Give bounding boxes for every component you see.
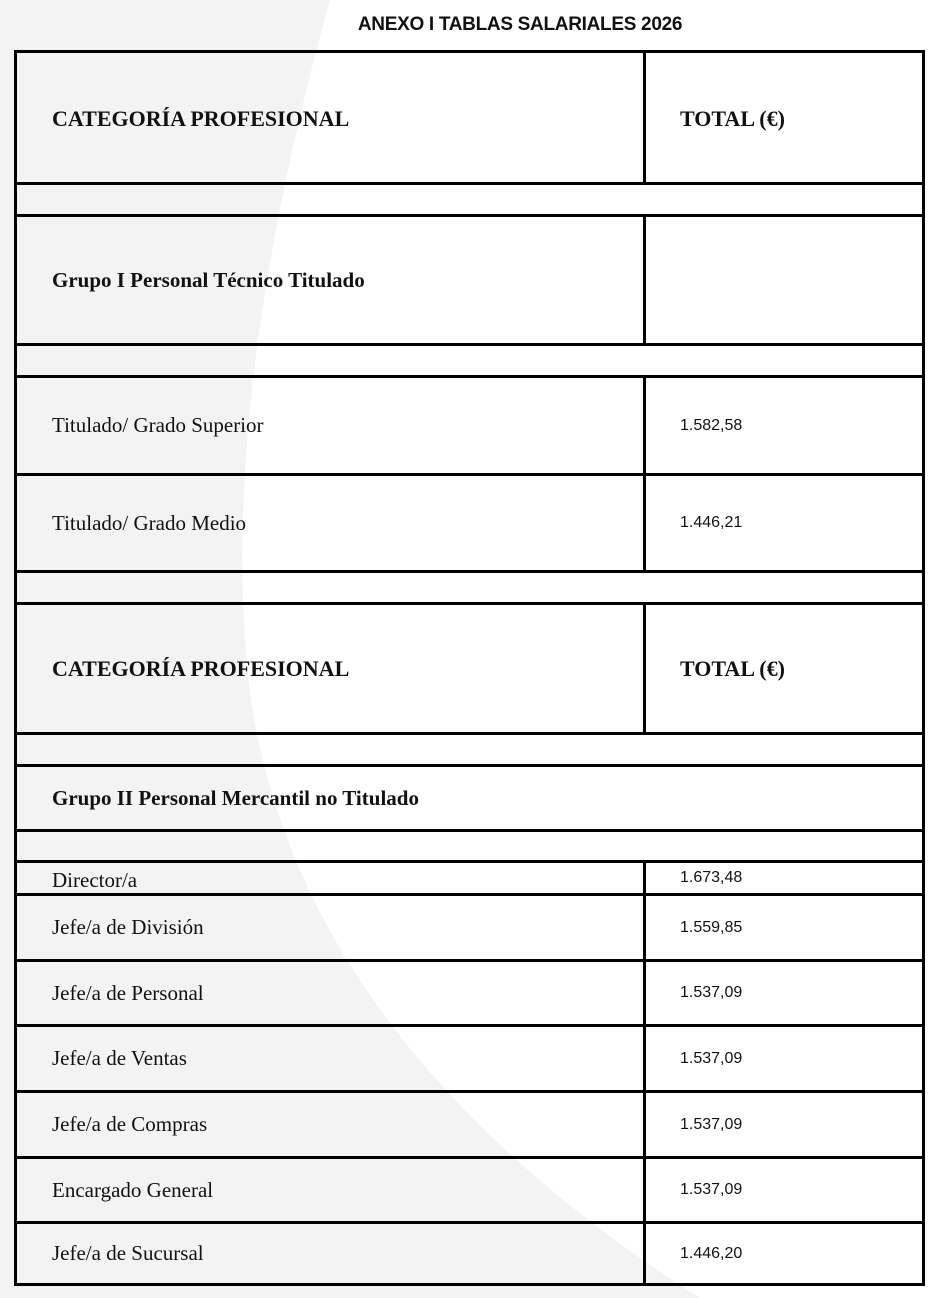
spacer-row (17, 570, 922, 602)
group-name: Grupo II Personal Mercantil no Titulado (52, 785, 419, 810)
table-row (17, 1221, 922, 1283)
spacer-row (17, 829, 922, 860)
table-row (17, 375, 922, 473)
spacer-row (17, 182, 922, 214)
table-row (17, 1090, 922, 1156)
category-cell: Titulado/ Grado Medio (52, 510, 247, 535)
total-cell: 1.559,85 (643, 896, 922, 959)
total-cell: 1.537,09 (643, 1027, 922, 1090)
spacer-row (17, 732, 922, 764)
table-row (17, 1156, 922, 1221)
salary-table (14, 50, 925, 1286)
table-row (17, 1024, 922, 1090)
table-header-row (17, 53, 922, 184)
header-category: CATEGORÍA PROFESIONAL (52, 655, 350, 681)
total-cell: 1.582,58 (643, 378, 922, 473)
total-cell: 1.537,09 (643, 1093, 922, 1156)
total-cell: 1.673,48 (643, 863, 922, 893)
category-cell: Jefe/a de Compras (52, 1112, 208, 1136)
spacer-row (17, 343, 922, 375)
header-total: TOTAL (€) (643, 605, 922, 732)
group-total-empty (643, 217, 922, 344)
table-row (17, 893, 922, 959)
category-cell: Jefe/a de Personal (52, 980, 204, 1005)
header-category: CATEGORÍA PROFESIONAL (52, 105, 350, 131)
category-cell: Jefe/a de Ventas (52, 1046, 187, 1070)
group-row (17, 764, 922, 829)
total-cell: 1.537,09 (643, 1159, 922, 1221)
category-cell: Jefe/a de División (52, 915, 204, 939)
total-cell: 1.446,20 (643, 1224, 922, 1283)
group-name: Grupo I Personal Técnico Titulado (52, 268, 365, 292)
table-row (17, 473, 922, 570)
total-cell: 1.537,09 (643, 962, 922, 1024)
category-cell: Jefe/a de Sucursal (52, 1241, 204, 1265)
total-cell: 1.446,21 (643, 476, 922, 570)
category-cell: Encargado General (52, 1177, 214, 1202)
page-title: ANEXO I TABLAS SALARIALES 2026 (357, 14, 683, 35)
category-cell: Titulado/ Grado Superior (52, 413, 264, 437)
table-header-row (17, 602, 922, 732)
table-row (17, 959, 922, 1024)
header-total: TOTAL (€) (643, 53, 922, 184)
category-cell: Director/a (52, 868, 138, 892)
group-row (17, 214, 922, 344)
table-row (17, 860, 922, 893)
